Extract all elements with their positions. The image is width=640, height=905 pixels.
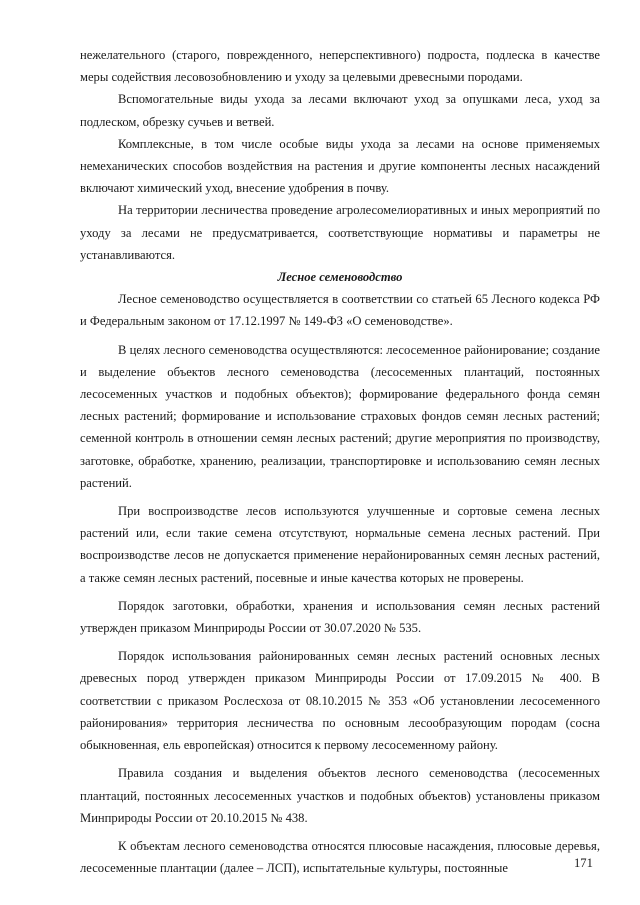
page-body xyxy=(80,44,600,879)
paragraph-seed-objects-list: К объектам лесного семеноводства относятся плюсовые насаждения, плюсовые деревья, лесосеменные плантации (далее – ЛСП), испытательные культуры, постоянные xyxy=(80,838,600,876)
paragraph-seed-zoning: Порядок использования районированных семян лесных растений основных лесных древесных пород утвержден приказом Минприроды России от 17.09.2015 № 400. В соответствии с приказом Рослесхоза от 08.10.2015 № 353 «Об установлении лесосеменного районирования» территория лесничества по основным лесообразующим породам (сосна обыкновенная, ель европейская) относится к первому лесосеменному району. xyxy=(80,649,600,753)
paragraph-auxiliary-care: Вспомогательные виды ухода за лесами включают уход за опушками леса, уход за подлеском, обрезку сучьев и ветвей. xyxy=(80,92,600,129)
paragraph-agroforestry: На территории лесничества проведение агролесомелиоративных и иных мероприятий по уходу за лесами не предусматривается, соответствующие нормативы и параметры не устанавливаются. xyxy=(80,203,600,262)
section-heading: Лесное семеноводство xyxy=(277,270,403,285)
paragraph-seed-legal-basis: Лесное семеноводство осуществляется в соответствии со статьей 65 Лесного кодекса РФ и Федеральным законом от 17.12.1997 № 149-ФЗ «О семеноводстве». xyxy=(80,292,600,329)
paragraph-seed-activities: В целях лесного семеноводства осуществляются: лесосеменное районирование; создание и выделение объектов лесного семеноводства (лесосеменных плантаций, постоянных лесосеменных участков и подобных объектов); формирование федерального фонда семян лесных растений; формирование и использование страховых фондов семян лесных растений; семенной контроль в отношении семян лесных растений; другие мероприятия по производству, заготовке, обработке, хранению, реализации, транспортировке и использованию семян лесных растений. xyxy=(80,342,600,490)
paragraph-continuation: нежелательного (старого, поврежденного, неперспективного) подроста, подлеска в качестве меры содействия лесовозобновлению и уходу за целевыми древесными породами. xyxy=(80,48,600,85)
paragraph-seed-handling-order: Порядок заготовки, обработки, хранения и использования семян лесных растений утвержден приказом Минприроды России от 30.07.2020 № 535. xyxy=(80,598,600,636)
paragraph-seed-objects-rules: Правила создания и выделения объектов лесного семеноводства (лесосеменных плантаций, постоянных лесосеменных участков и подобных объектов) установлены приказом Минприроды России от 20.10.2015 № 438. xyxy=(80,766,600,825)
page-number: 171 xyxy=(574,856,593,870)
paragraph-complex-care: Комплексные, в том числе особые виды ухода за лесами на основе применяемых немеханических способов воздействия на растения и другие компоненты лесных насаждений включают химический уход, внесение удобрения в почву. xyxy=(80,136,600,196)
paragraph-seed-quality: При воспроизводстве лесов используются улучшенные и сортовые семена лесных растений или, если такие семена отсутствуют, нормальные семена лесных растений. При воспроизводстве лесов не допускается применение нерайонированных семян лесных растений, а также семян лесных растений, посевные и иные качества которых не проверены. xyxy=(80,504,600,585)
